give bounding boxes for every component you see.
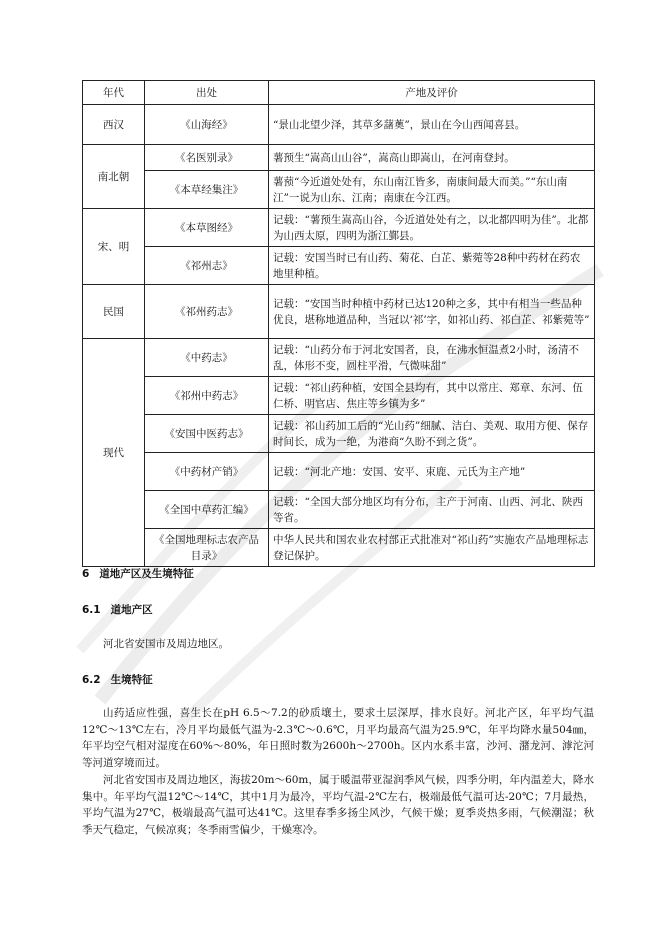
- source-cell: 《名医别录》: [145, 145, 269, 171]
- table-row: [83, 415, 595, 453]
- section-number: 6: [82, 568, 90, 580]
- header-source: 出处: [145, 81, 269, 105]
- table-row: [83, 105, 595, 145]
- table-row: [83, 377, 595, 415]
- desc-cell: 记载：“山药分布于河北安国者，良，在沸水恒温煮2小时，汤清不乱，体形不变，圆柱平滑，气微味甜”: [269, 339, 595, 377]
- desc-cell: 薯预生“嵩高山山谷”，嵩高山即嵩山，在河南登封。: [269, 145, 595, 171]
- source-cell: 《中药志》: [145, 339, 269, 377]
- source-cell: 《本草图经》: [145, 209, 269, 247]
- header-desc: 产地及评价: [269, 81, 595, 105]
- table-row: [83, 145, 595, 171]
- desc-cell: “景山北望少泽，其草多藷薁”，景山在今山西闻喜县。: [269, 105, 595, 145]
- source-cell: 《全国中草药汇编》: [145, 491, 269, 529]
- desc-cell: 记载：“祁山药种植，安国全县均有，其中以常庄、郑章、东河、伍仁桥、明官店、焦庄等乡镇为多”: [269, 377, 595, 415]
- source-cell: 《祁州志》: [145, 247, 269, 285]
- source-cell: 《山海经》: [145, 105, 269, 145]
- table-row: [83, 247, 595, 285]
- source-cell: 《祁州药志》: [145, 285, 269, 339]
- source-cell: 《全国地理标志农产品目录》: [145, 529, 269, 567]
- paragraph-6-2-a: 山药适应性强，喜生长在pH 6.5～7.2的砂质壤土，要求土层深厚，排水良好。河北产区，年平均气温12℃～13℃左右，冷月平均最低气温为-2.3℃～0.6℃，月平均最高气温为25.9℃，年平均降水量504㎜，年平均空气相对湿度在60%～80%，年日照时数为2600h～2700h。区内水系丰富，沙河、潴龙河、滹沱河等河道穿境而过。: [82, 707, 594, 769]
- table-row: [83, 453, 595, 491]
- table-row: [83, 491, 595, 529]
- source-cell: 《安国中医药志》: [145, 415, 269, 453]
- source-cell: 《本草经集注》: [145, 171, 269, 209]
- table-row: [83, 171, 595, 209]
- desc-cell: 薯蓣“今近道处处有，东山南江皆多，南康间最大而美。”“东山南江”一说为山东、江南；南康在今江西。: [269, 171, 595, 209]
- section-number: 6.1: [82, 604, 101, 616]
- table-row: [83, 285, 595, 339]
- section-number: 6.2: [82, 674, 101, 686]
- section-6-1-heading: [82, 602, 153, 617]
- table-row: [83, 339, 595, 377]
- section-title: 道地产区: [110, 604, 153, 616]
- table-header-row: [83, 81, 595, 105]
- desc-cell: 记载：“安国当时种植中药材已达120种之多，其中有相当一些品种优良，堪称地道品种，当冠以‘祁’字，如祁山药、祁白芷、祁紫菀等”: [269, 285, 595, 339]
- origin-table: [82, 80, 595, 567]
- paragraph-6-2-b: 河北省安国市及周边地区，海拔20m～60m，属于暖温带亚湿润季风气候，四季分明，年内温差大，降水集中。年平均气温12℃～14℃，其中1月为最冷，平均气温-2℃左右，极端最低气温可达-20℃；7月最热，平均气温为27℃，极端最高气温可达41℃。这里春季多扬尘风沙，气候干燥；夏季炎热多雨，气候潮湿；秋季天气稳定，气候凉爽；冬季雨雪偏少，干燥寒冷。: [82, 774, 594, 836]
- section-title: 道地产区及生境特征: [99, 568, 194, 580]
- section-6-2-heading: [82, 672, 153, 687]
- section-6-heading: [82, 566, 194, 581]
- desc-cell: 记载：安国当时已有山药、菊花、白芷、紫菀等28种中药材在药农地里种植。: [269, 247, 595, 285]
- desc-cell: 记载：祁山药加工后的“光山药”细腻、洁白、美观、取用方便、保存时间长，成为一绝，为港商“久盼不到之货”。: [269, 415, 595, 453]
- era-cell: 现代: [83, 339, 145, 567]
- source-cell: 《祁州中药志》: [145, 377, 269, 415]
- desc-cell: 记载：“河北产地：安国、安平、束鹿、元氏为主产地”: [269, 453, 595, 491]
- desc-cell: 记载：“全国大部分地区均有分布，主产于河南、山西、河北、陕西等省。: [269, 491, 595, 529]
- section-title: 生境特征: [110, 674, 153, 686]
- paragraph-6-1: 河北省安国市及周边地区。: [103, 638, 229, 650]
- table-row: [83, 529, 595, 567]
- source-cell: 《中药材产销》: [145, 453, 269, 491]
- header-era: 年代: [83, 81, 145, 105]
- desc-cell: 中华人民共和国农业农村部正式批准对“祁山药”实施农产品地理标志登记保护。: [269, 529, 595, 567]
- era-cell: 民国: [83, 285, 145, 339]
- desc-cell: 记载：“薯预生嵩高山谷，今近道处处有之，以北都四明为佳”。北都为山西太原，四明为浙江鄞县。: [269, 209, 595, 247]
- era-cell: 西汉: [83, 105, 145, 145]
- era-cell: 南北朝: [83, 145, 145, 209]
- table-row: [83, 209, 595, 247]
- era-cell: 宋、明: [83, 209, 145, 285]
